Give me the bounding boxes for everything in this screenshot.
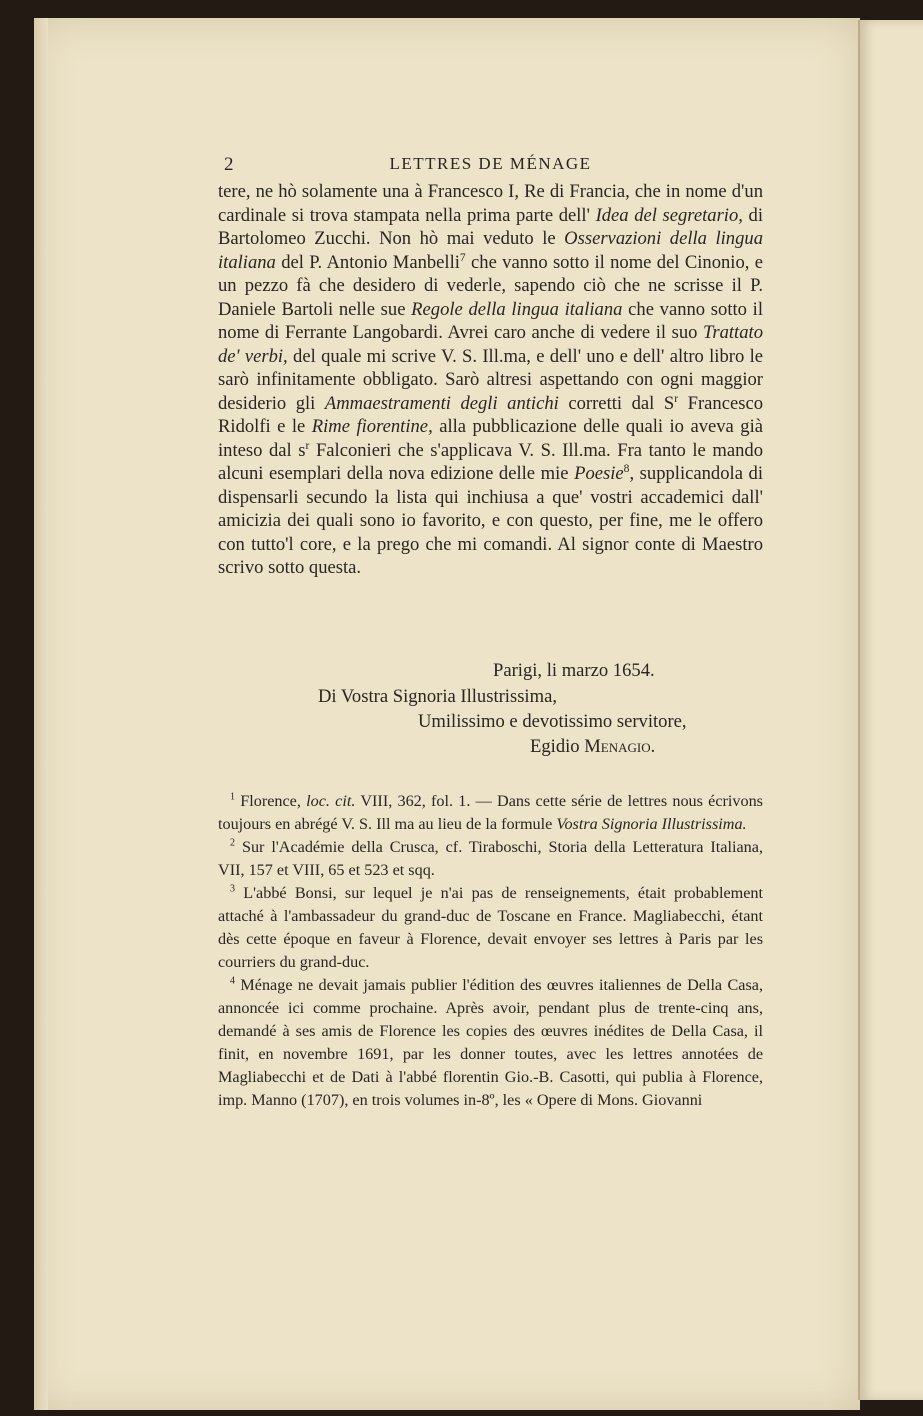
footnote-ref-7: 7 xyxy=(459,251,466,264)
closing-formula: Umilissimo e devotissimo servitore, xyxy=(418,711,687,732)
salutation: Di Vostra Signoria Illustrissima, xyxy=(318,686,557,707)
footnotes xyxy=(218,790,763,1112)
page-number: 2 xyxy=(224,154,234,175)
facing-page-edge xyxy=(858,20,923,1400)
page-header xyxy=(218,150,763,178)
footnote-3: $^3$ L'abbé Bonsi, sur lequel je n'ai pas de renseignements, était probablement attaché à l'ambassadeur du grand-duc de Toscane en France. Magliabecchi, étant dès cette époque en faveur à Florence, devait envoyer ses lettres à Paris par les courriers du grand-duc. xyxy=(218,883,763,971)
footnote-2: $^2$ Sur l'Académie della Crusca, cf. Tiraboschi, Storia della Letteratura Italiana, VII, 157 et VIII, 65 et 523 et sqq. xyxy=(218,837,763,879)
signature: Egidio Menagio. xyxy=(530,736,656,757)
footnote-ref-8: 8 xyxy=(623,462,630,475)
page-gutter-edge xyxy=(34,18,48,1410)
letter-paragraph: tere, ne hò solamente una à Francesco I, Re di Francia, che in nome d'un cardinale si trova stampata nella prima parte dell' Idea del segretario, di Bartolomeo Zucchi. Non hò mai veduto le Osservazioni della lingua italiana del P. Antonio Manbelli$^7$ che vanno sotto il nome del Cinonio, e un pezzo fà che desidero di vederle, sapendo ciò che ne scrisse il P. Daniele Bartoli nelle sue Regole della lingua italiana che vanno sotto il nome di Ferrante Langobardi. Avrei caro anche di vedere il suo Trattato de' verbi, del quale mi scrive V. S. Ill.ma, e dell' uno e dell' altro libro le sarò infinitamente obbligato. Sarò altresi aspettando con ogni maggior desiderio gli Ammaestramenti degli antichi corretti dal $S^r$ Francesco Ridolfi e le Rime fiorentine, alla pubblicazione delle quali io aveva già inteso dal $s^r$ Falconieri che s'applicava V. S. Ill.ma. Fra tanto le mando alcuni esemplari della nova edizione delle mie Poesie$^8$, supplicandola di dispensarli secundo la lista qui inchiusa a que' vostri accademici dall' amicizia dei quali sono io favorito, e con questo, per fine, me le offero con tutto'l core, e la prego che mi comandi. Al signor conte di Maestro scrivo sotto questa. xyxy=(218,181,764,578)
letter-body xyxy=(218,180,763,580)
place-date: Parigi, li marzo 1654. xyxy=(493,660,655,681)
footnote-1: $^1$ Florence, loc. cit. VIII, 362, fol. 1. — Dans cette série de lettres nous écrivons toujours en abrégé V. S. Ill ma au lieu de la formule Vostra Signoria Illustrissima. xyxy=(218,791,763,833)
footnote-4: $^4$ Ménage ne devait jamais publier l'édition des œuvres italiennes de Della Casa, annoncée ici comme prochaine. Après avoir, pendant plus de trente-cinq ans, demandé à ses amis de Florence les copies des œuvres inédites de Della Casa, il finit, en novembre 1691, par les donner toutes, avec les lettres annotées de Magliabecchi et de Dati à l'abbé florentin Gio.-B. Casotti, qui publia à Florence, imp. Manno (1707), en trois volumes in-8º, les « Opere di Mons. Giovanni xyxy=(218,975,763,1109)
running-head: LETTRES DE MÉNAGE xyxy=(389,154,592,173)
